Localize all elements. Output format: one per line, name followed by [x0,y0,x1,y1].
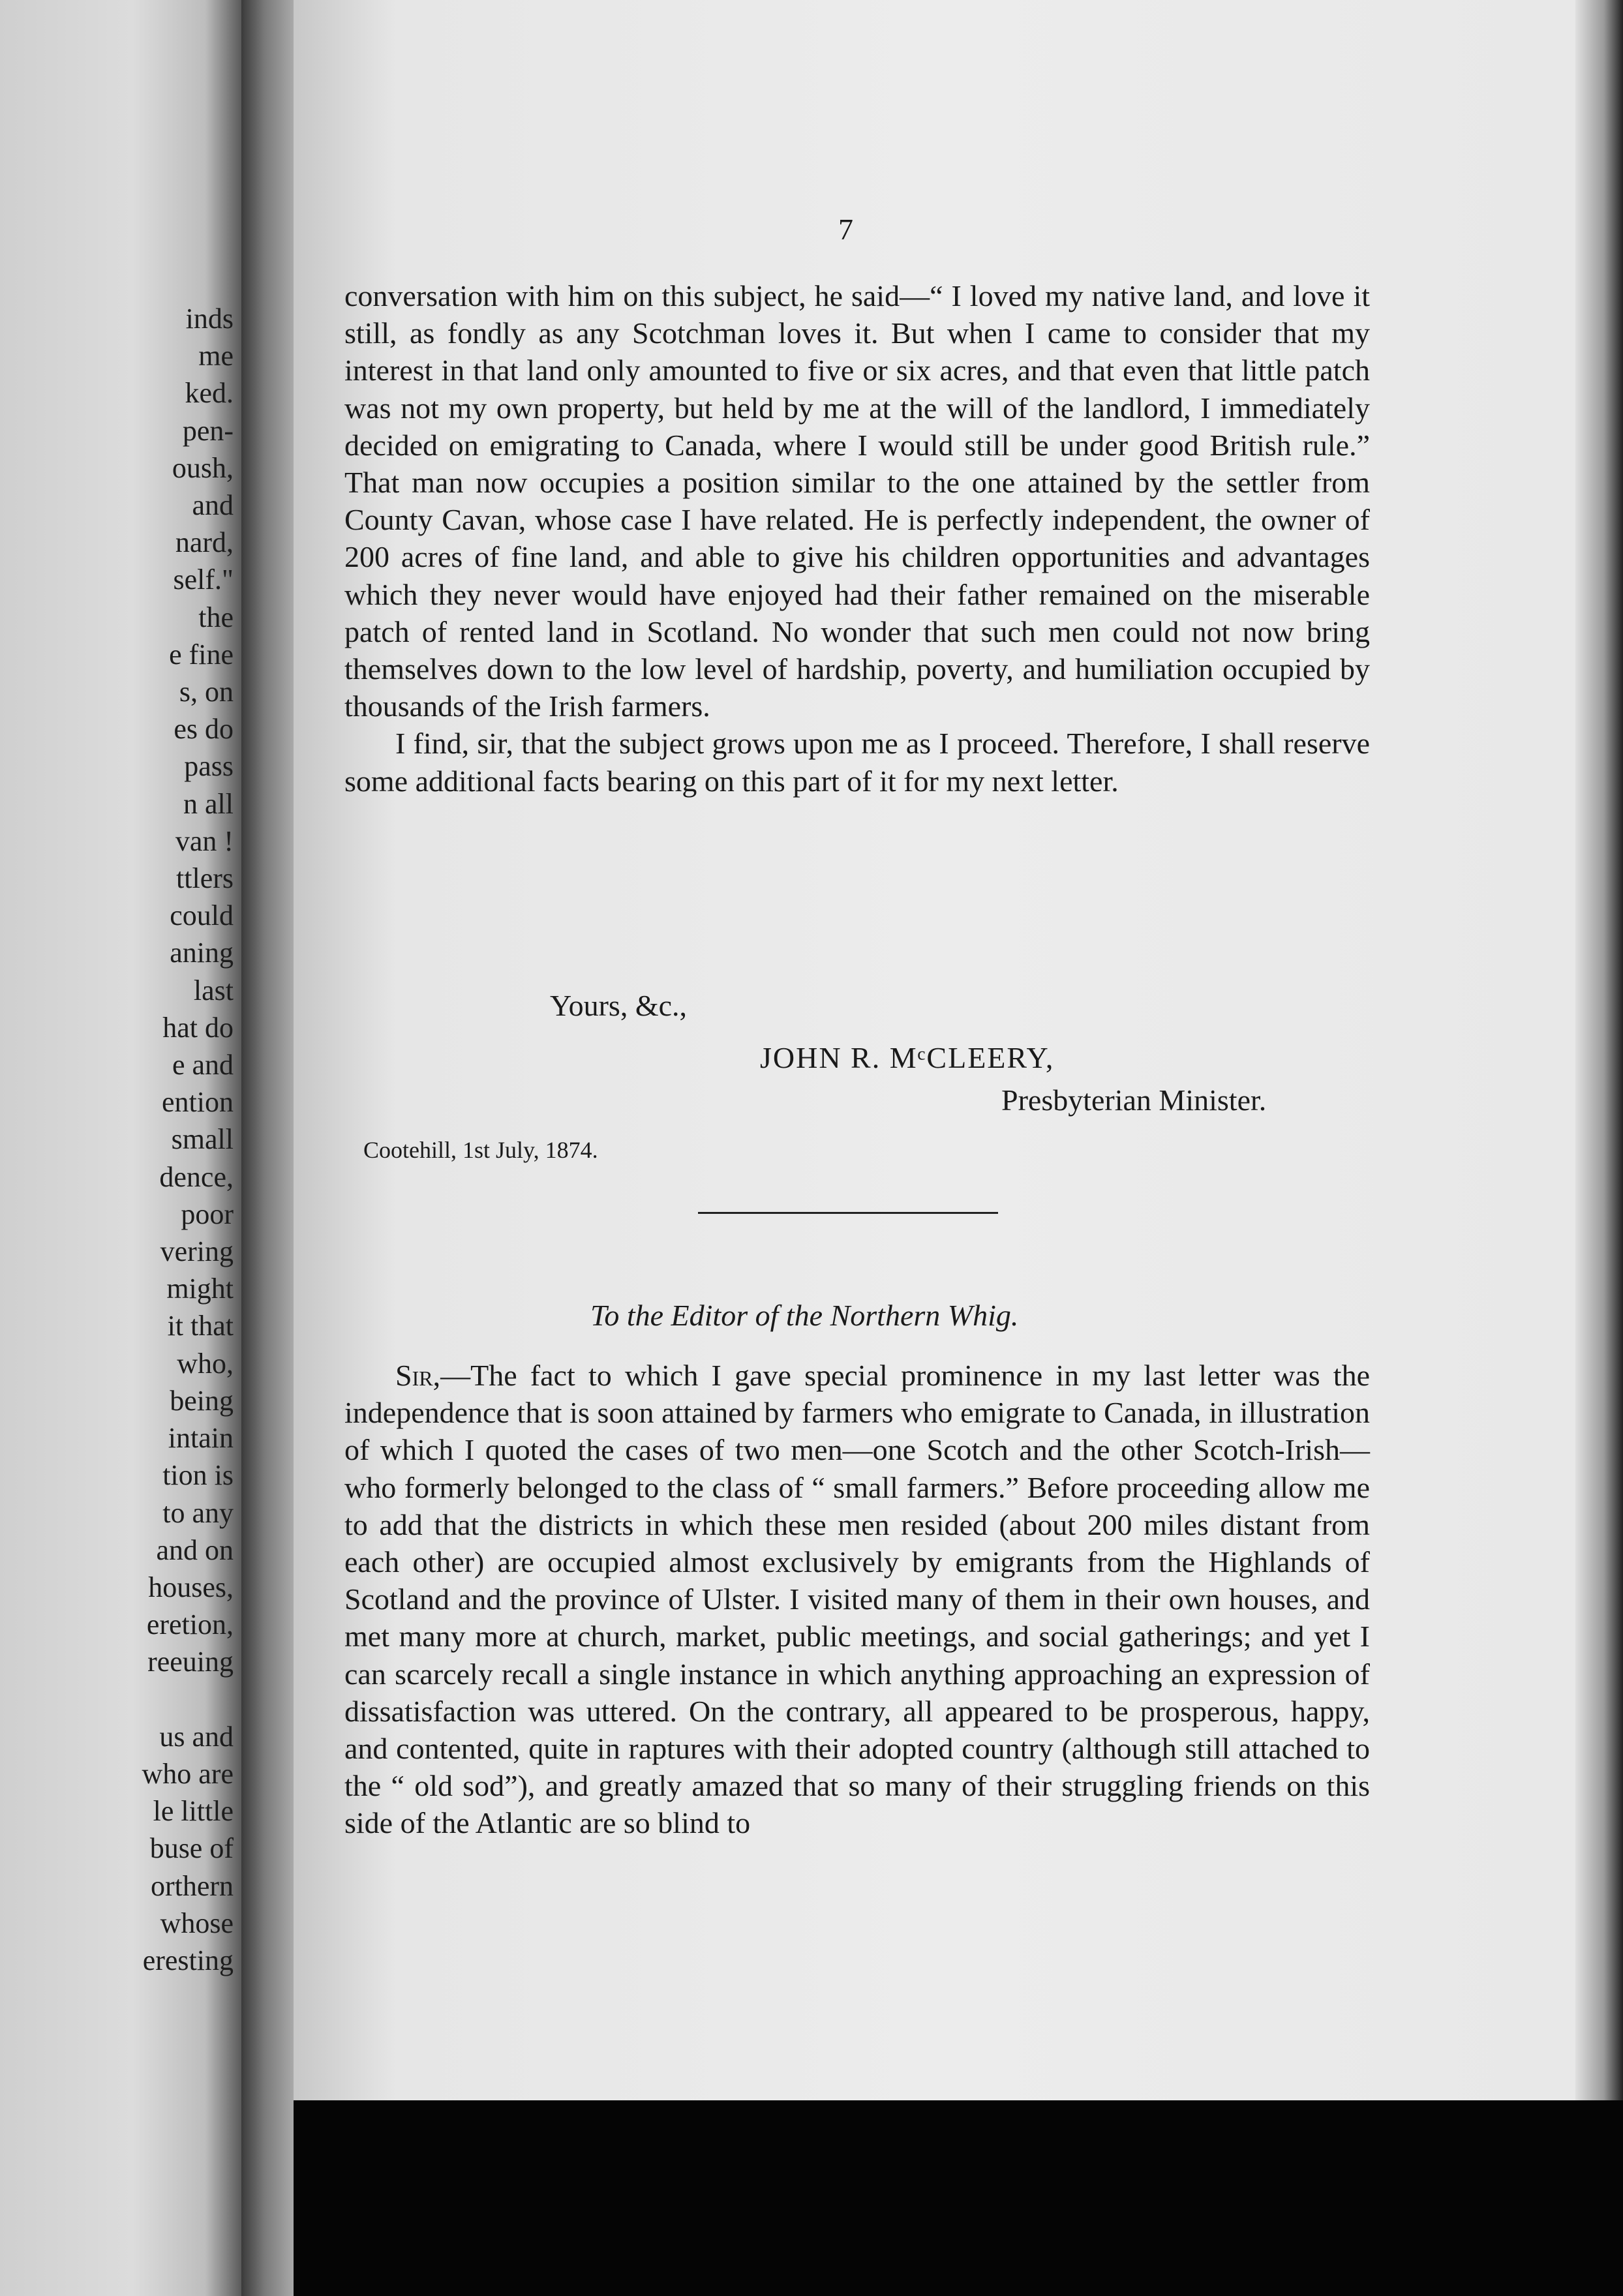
facing-page-line: small [171,1123,234,1156]
facing-page-line: oush, [172,451,234,484]
facing-page-line: whose [160,1907,234,1939]
facing-page-line: pass [184,750,234,783]
letter-two-paragraph [344,1357,1370,1842]
facing-page-line: aning [170,937,234,969]
facing-page-line: could [170,899,234,932]
facing-page-line: last [193,974,234,1006]
scan-background [294,2100,1623,2296]
facing-page-line: ention [162,1086,234,1119]
facing-page-line: ttlers [176,862,234,895]
letter-closing: Yours, &c., [550,989,688,1022]
signature-title: Presbyterian Minister. [1001,1083,1267,1117]
facing-page-line: es do [174,713,234,746]
facing-page-line: orthern [150,1869,234,1902]
facing-page-line: buse of [149,1832,234,1865]
section-divider [698,1212,998,1214]
facing-page-line: us and [159,1720,234,1753]
facing-page-line: e fine [169,638,234,671]
facing-page-line: houses, [148,1571,234,1603]
facing-page-line: inds [185,303,234,335]
facing-page-line: intain [168,1422,234,1455]
signature-name: JOHN R. MᶜCLEERY, [760,1041,1055,1074]
facing-page-line: the [198,601,234,633]
salutation: Sir, [395,1359,441,1392]
letter-two-text: —The fact to which I gave special prominence in my last letter was the independence that is soon attained by farmers who emigrate to Canada, in illustration of which I quoted the cases of two men—one Scotch and the other Scotch-Irish—who formerly belonged to the class of “ small farmers.” Before proceeding allow me to add that the districts in which these men resided (about 200 miles distant from each other) are occupied almost exclusively by emigrants from the Highlands of Scotland and the province of Ulster. I visited many of them in their own houses, and met many more at church, market, public meetings, and social gatherings; and yet I can scarcely recall a single instance in which anything approaching an expression of dissatisfaction was uttered. On the contrary, all appeared to be prosperous, happy, and contented, quite in raptures with their adopted country (although still attached to the “ old sod”), and greatly amazed that so many of their struggling friends on this side of the Atlantic are so blind to [344,1359,1370,1840]
facing-page-line: vering [160,1235,234,1268]
page-number: 7 [838,213,853,246]
facing-page-line: eresting [142,1944,234,1976]
letter-one-body [344,277,1370,800]
facing-page-line: s, on [179,676,234,708]
facing-page-line: reeuing [147,1646,234,1678]
facing-page-line: who, [177,1347,234,1380]
facing-page-line: who are [142,1757,234,1790]
letter-one-paragraph: conversation with him on this subject, he said—“ I loved my native land, and love it still, as fondly as any Scotchman loves it. But when I came to consider that my interest in that land only amounted to five or six acres, and that even that little patch was not my own property, but held by me at the will of the landlord, I immediately decided on emigrating to Canada, where I would still be under good British rule.” That man now occupies a position similar to the one attained by the settler from County Cavan, whose case I have related. He is perfectly independent, the owner of 200 acres of fine land, and able to give his children opportunities and advantages which they never would have enjoyed had their father remained on the miserable patch of rented land in Scotland. No wonder that such men could not now bring themselves down to the low level of hardship, poverty, and humiliation occupied by thousands of the Irish farmers. [344,279,1370,723]
facing-page-line: n all [183,787,234,820]
letter-one-paragraph: I find, sir, that the subject grows upon me as I proceed. Therefore, I shall reserve some additional facts bearing on this part of it for my next letter. [344,727,1370,798]
facing-page-line: self." [173,564,234,596]
facing-page-line: van ! [175,824,234,857]
facing-page-line: ked. [185,377,234,410]
facing-page-line: eretion, [146,1609,234,1641]
facing-page-line: to any [162,1496,234,1529]
dateline: Cootehill, 1st July, 1874. [363,1137,598,1163]
facing-page-line: nard, [175,526,234,559]
facing-page-line: might [166,1273,234,1305]
facing-page-line: e and [172,1049,234,1081]
book-gutter [241,0,294,2296]
facing-page-line: pen- [182,414,234,447]
facing-page-line: it that [167,1310,234,1342]
facing-page-text-fragments [142,300,234,1979]
facing-page-line: being [170,1384,234,1417]
facing-page-line: and on [156,1533,234,1566]
facing-page-line: hat do [162,1011,234,1044]
letter-two-heading: To the Editor of the Northern Whig. [590,1299,1019,1332]
facing-page-line: and [192,489,234,522]
facing-page-line: poor [181,1198,234,1230]
facing-page-line: le little [153,1795,234,1828]
letter-two-body [344,1357,1370,1842]
facing-page-line: tion is [162,1459,234,1492]
facing-page [0,0,241,2296]
facing-page-line [142,1681,234,1718]
page-edge [1575,0,1623,2100]
facing-page-line: me [198,340,234,372]
facing-page-line: dence, [159,1160,234,1193]
